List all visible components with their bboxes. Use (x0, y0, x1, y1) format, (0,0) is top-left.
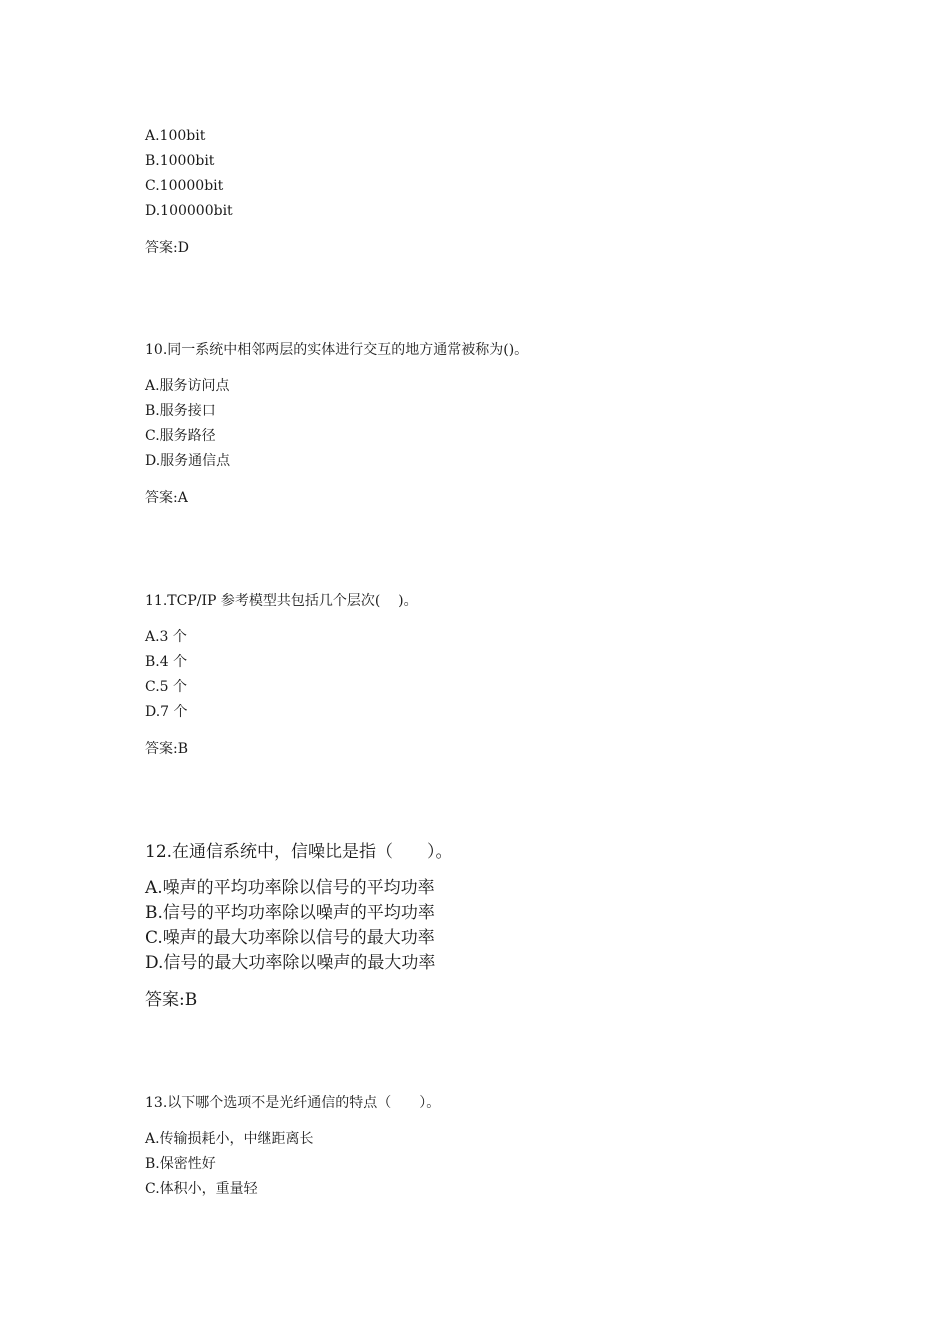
answer: 答案:D (145, 240, 189, 256)
answer-block (145, 737, 845, 762)
option-a: A.3 个 (145, 629, 187, 645)
option-b: B.服务接口 (145, 403, 216, 419)
options-list (145, 625, 845, 725)
option-a: A.100bit (145, 128, 206, 144)
question-12-block (145, 840, 845, 1013)
options-list (145, 1127, 845, 1202)
question-text: 13.以下哪个选项不是光纤通信的特点（ ）。 (145, 1095, 441, 1111)
options-list (145, 374, 845, 474)
answer-block (145, 486, 845, 511)
option-a: A.传输损耗小，中继距离长 (145, 1131, 314, 1147)
option-d: D.7 个 (145, 704, 188, 720)
option-b: B.保密性好 (145, 1156, 216, 1172)
option-d: D.100000bit (145, 203, 233, 219)
answer: 答案:B (145, 990, 198, 1010)
option-c: C.5 个 (145, 679, 188, 695)
option-c: C.服务路径 (145, 428, 216, 444)
option-b: B.1000bit (145, 153, 215, 169)
question-10-block (145, 338, 845, 511)
question-text: 10.同一系统中相邻两层的实体进行交互的地方通常被称为()。 (145, 342, 529, 358)
question-text: 12.在通信系统中，信噪比是指（ ）。 (145, 842, 453, 862)
answer: 答案:A (145, 490, 188, 506)
question-13-block (145, 1091, 845, 1202)
options-list (145, 876, 845, 976)
option-c: C.体积小，重量轻 (145, 1181, 258, 1197)
option-b: B.信号的平均功率除以噪声的平均功率 (145, 903, 435, 923)
option-c: C.噪声的最大功率除以信号的最大功率 (145, 928, 435, 948)
answer: 答案:B (145, 741, 189, 757)
question-11-block (145, 589, 845, 762)
option-d: D.服务通信点 (145, 453, 231, 469)
options-list (145, 124, 845, 224)
option-c: C.10000bit (145, 178, 224, 194)
option-d: D.信号的最大功率除以噪声的最大功率 (145, 953, 436, 973)
question-9-block (145, 124, 845, 261)
question-text: 11.TCP/IP 参考模型共包括几个层次( )。 (145, 593, 418, 609)
answer-block (145, 988, 845, 1013)
option-a: A.噪声的平均功率除以信号的平均功率 (145, 878, 435, 898)
option-b: B.4 个 (145, 654, 188, 670)
option-a: A.服务访问点 (145, 378, 230, 394)
answer-block (145, 236, 845, 261)
